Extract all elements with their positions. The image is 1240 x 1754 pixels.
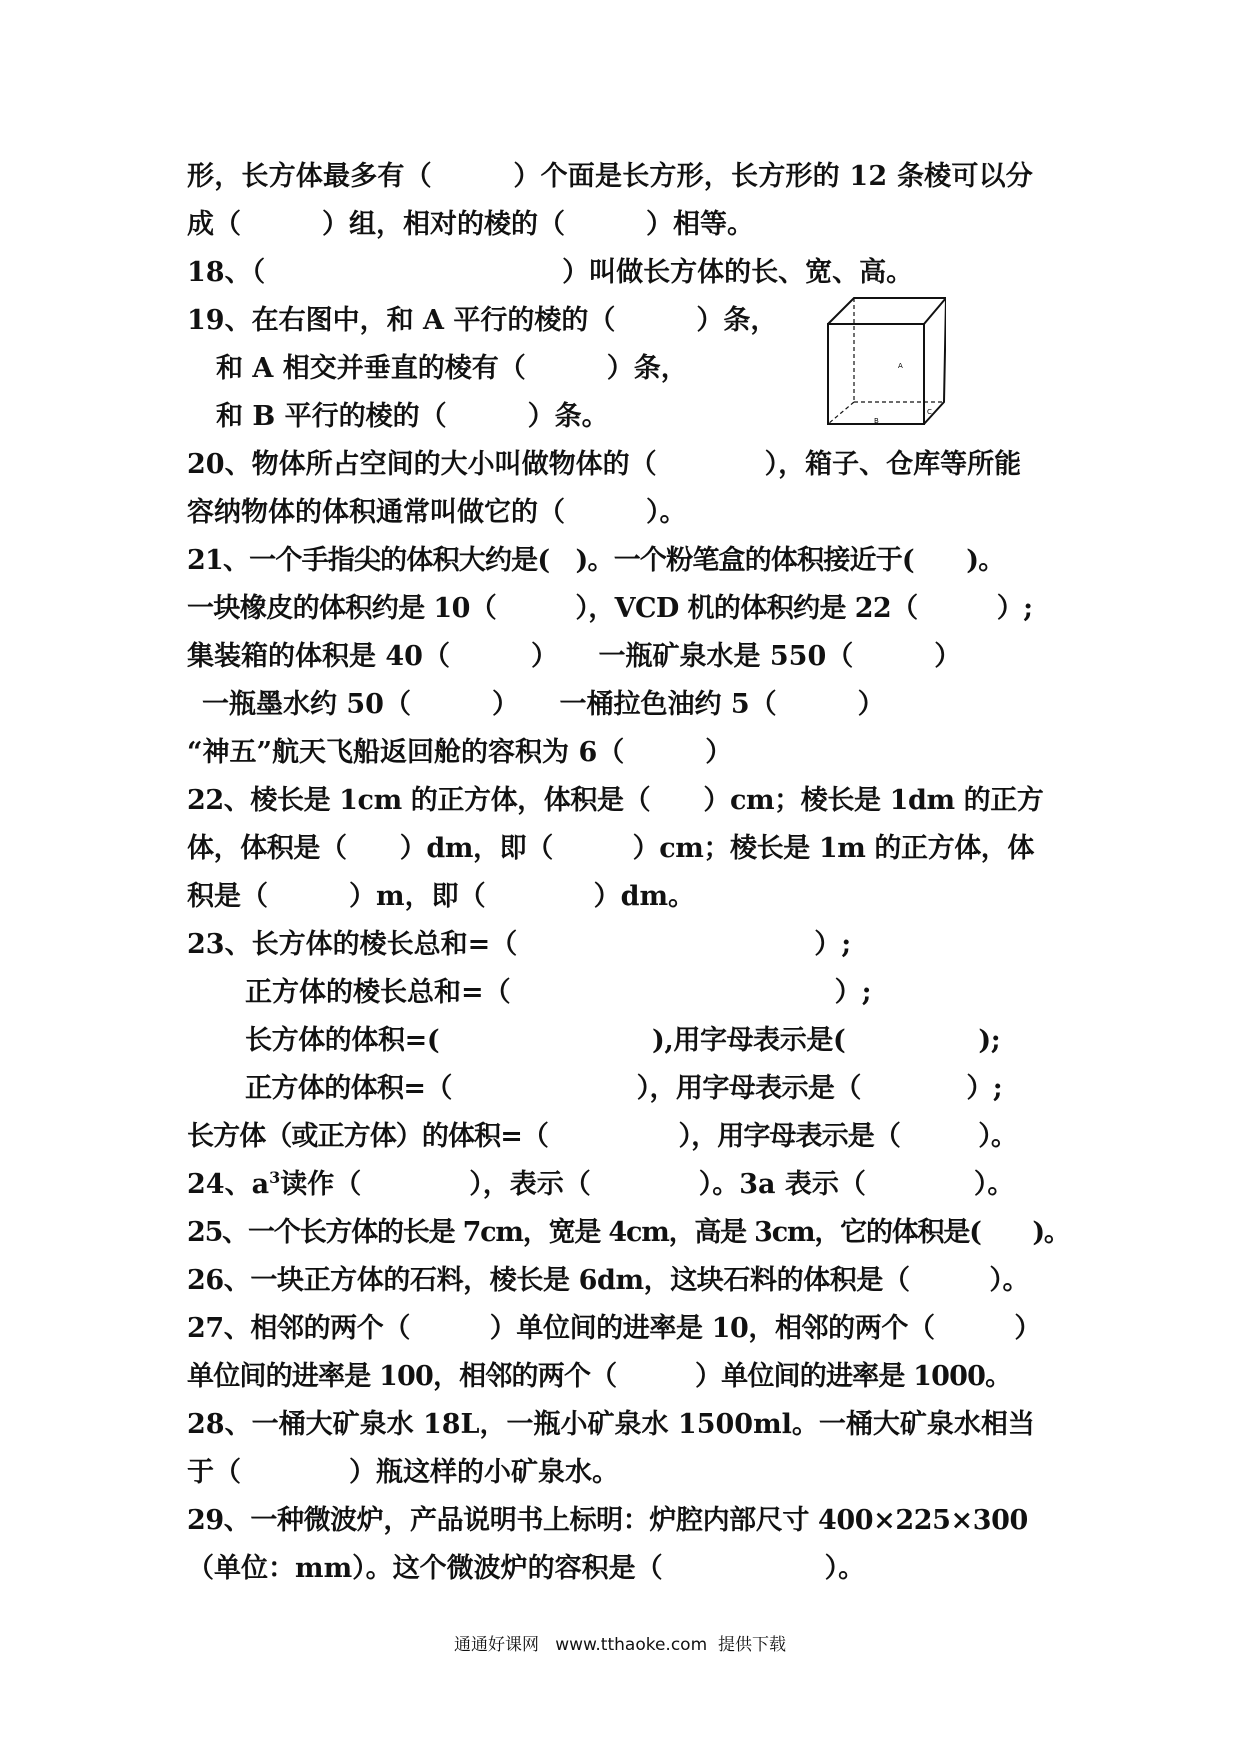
footer-text: 通通好课网 www.tthaoke.com 提供下载 <box>454 1635 786 1655</box>
text-line: 于（ ）瓶这样的小矿泉水。 <box>187 1457 619 1488</box>
cuboid-front-face <box>828 324 924 424</box>
label-c: C <box>927 408 932 416</box>
text-line: 正方体的棱长总和=（ ）; <box>245 977 872 1008</box>
text-line: 体，体积是（ ）dm，即（ ）cm；棱长是 1m 的正方体，体 <box>187 833 1035 864</box>
text-line: 21、一个手指尖的体积大约是( )。一个粉笔盒的体积接近于( )。 <box>187 545 1005 576</box>
text-line: 单位间的进率是 100，相邻的两个（ ）单位间的进率是 1000。 <box>187 1361 1012 1392</box>
text-line: 一块橡皮的体积约是 10（ ），VCD 机的体积约是 22（ ）; <box>187 593 1033 624</box>
text-line: 25、一个长方体的长是 7cm，宽是 4cm，高是 3cm，它的体积是( )。 <box>187 1217 1070 1248</box>
text-line: 集装箱的体积是 40（ ） 一瓶矿泉水是 550（ ） <box>187 641 962 672</box>
label-b: B <box>874 417 879 425</box>
text-line: 积是（ ）m，即（ ）dm。 <box>187 881 696 912</box>
text-line: 18、（ ）叫做长方体的长、宽、高。 <box>187 257 914 288</box>
text-line: 22、棱长是 1cm 的正方体，体积是（ ）cm；棱长是 1dm 的正方 <box>187 785 1044 816</box>
text-line: 长方体的体积=( ),用字母表示是( ); <box>245 1025 1001 1056</box>
text-line: 19、在右图中，和 A 平行的棱的（ ）条， <box>187 305 778 336</box>
text-line: 20、物体所占空间的大小叫做物体的（ ），箱子、仓库等所能 <box>187 449 1022 480</box>
label-a: A <box>898 362 903 370</box>
cuboid-figure <box>826 296 946 428</box>
text-line: 29、一种微波炉，产品说明书上标明：炉腔内部尺寸 400×225×300 <box>187 1505 1028 1536</box>
cuboid-right-edges <box>924 298 946 424</box>
cuboid-top-edges <box>828 298 946 324</box>
question-24-line <box>187 1168 1014 1202</box>
q24-read: 读作（ ） <box>280 1169 483 1200</box>
text-line: 和 A 相交并垂直的棱有（ ）条， <box>216 353 688 384</box>
cuboid-hidden-edge <box>828 402 854 424</box>
text-line: 形，长方体最多有（ ）个面是长方形，长方形的 12 条棱可以分 <box>187 161 1033 192</box>
q24-prefix: 24、a <box>187 1169 270 1200</box>
text-line: 长方体（或正方体）的体积=（ ），用字母表示是（ ）。 <box>187 1121 1017 1152</box>
text-line: 成（ ）组，相对的棱的（ ）相等。 <box>187 209 754 240</box>
text-line: 28、一桶大矿泉水 18L，一瓶小矿泉水 1500ml。一桶大矿泉水相当 <box>187 1409 1035 1440</box>
text-line: 正方体的体积=（ ），用字母表示是（ ）; <box>245 1073 1003 1104</box>
text-line: “神五”航天飞船返回舱的容积为 6（ ） <box>187 737 733 768</box>
q24-rest: ，表示（ ）。3a 表示（ ）。 <box>482 1169 1015 1200</box>
text-line: 27、相邻的两个（ ）单位间的进率是 10，相邻的两个（ ） <box>187 1313 1041 1344</box>
text-line: （单位：mm）。这个微波炉的容积是（ ）。 <box>187 1553 866 1584</box>
text-line: 和 B 平行的棱的（ ）条。 <box>216 401 609 432</box>
text-line: 容纳物体的体积通常叫做它的（ ）。 <box>187 497 687 528</box>
text-line: 26、一块正方体的石料，棱长是 6dm，这块石料的体积是（ ）。 <box>187 1265 1030 1296</box>
text-line: 一瓶墨水约 50（ ） 一桶拉色油约 5（ ） <box>202 689 885 720</box>
text-line: 23、长方体的棱长总和=（ ）; <box>187 929 852 960</box>
q24-exponent: 3 <box>269 1168 281 1187</box>
